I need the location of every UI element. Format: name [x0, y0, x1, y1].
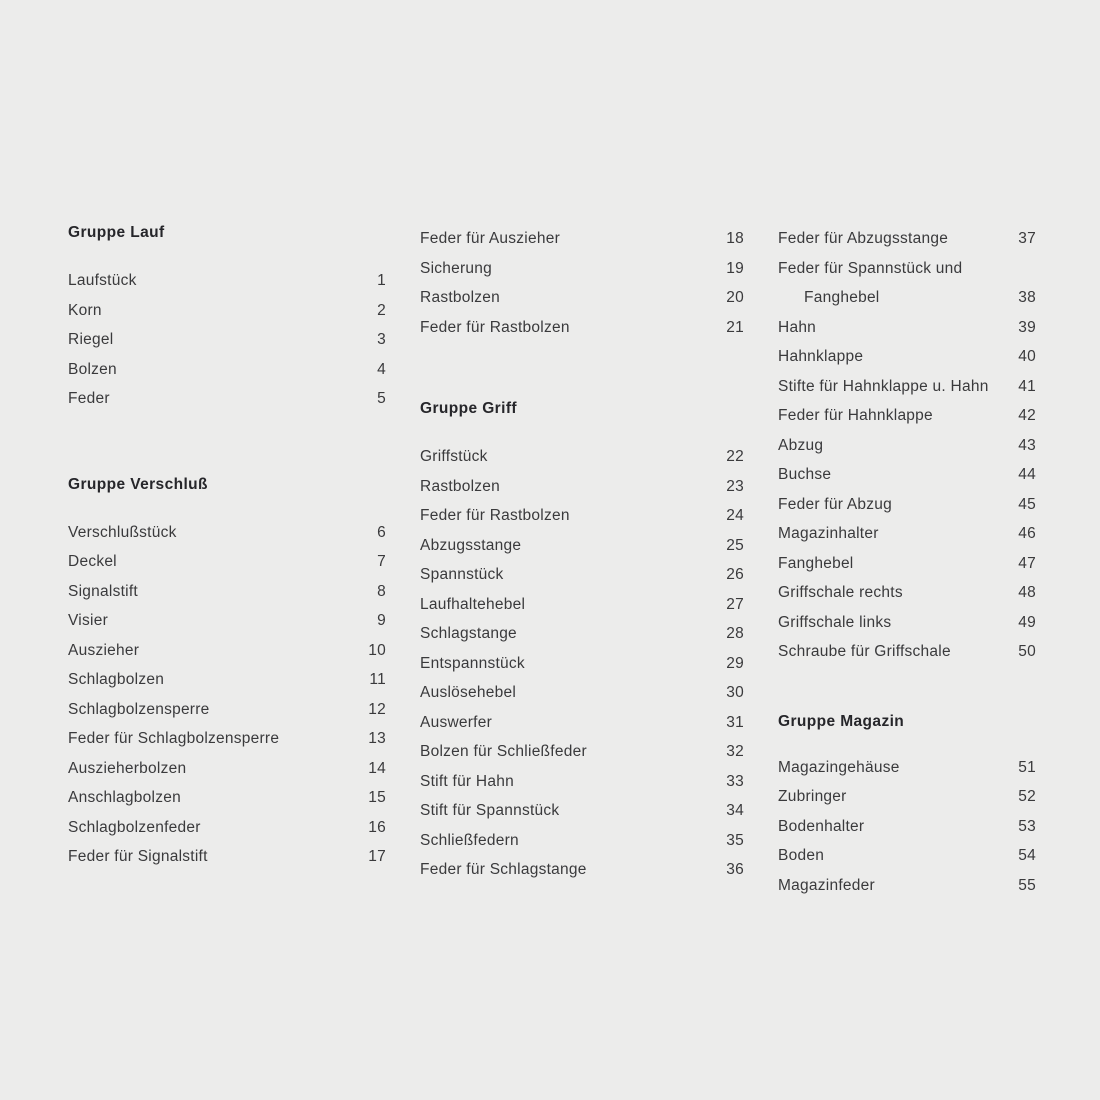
list-item: [420, 472, 744, 502]
list-item: [68, 266, 386, 296]
part-name: Auszieherbolzen: [68, 759, 187, 777]
part-number: 29: [726, 654, 744, 672]
part-name: Buchse: [778, 466, 832, 483]
list-item: [68, 754, 386, 784]
list-item: [68, 547, 386, 577]
part-name: Feder für Abzugsstange: [778, 230, 949, 247]
list-item: [68, 325, 386, 355]
part-number: 5: [377, 390, 386, 407]
part-number: 49: [1018, 613, 1036, 631]
list-item: [778, 871, 1036, 901]
part-name: Feder für Abzug: [778, 495, 893, 513]
part-name: Entspannstück: [420, 654, 525, 672]
part-number: 6: [377, 523, 386, 541]
list-item: [68, 724, 386, 754]
group-items: [68, 266, 386, 414]
part-number: 40: [1018, 348, 1036, 365]
part-name: Stift für Hahn: [420, 772, 514, 790]
part-number: 19: [726, 259, 744, 277]
part-number: 7: [377, 553, 386, 570]
part-name: Magazingehäuse: [778, 758, 900, 776]
list-item: [68, 355, 386, 385]
part-name: Rastbolzen: [420, 477, 501, 495]
list-item: [68, 842, 386, 872]
part-number: 30: [726, 684, 744, 701]
list-item: [420, 531, 744, 561]
list-item: [778, 753, 1036, 783]
part-number: 4: [377, 360, 386, 378]
part-name: Feder für Schlagstange: [420, 861, 587, 878]
part-name: Feder: [68, 390, 110, 407]
part-name: Laufhaltehebel: [420, 595, 526, 613]
part-number: 9: [377, 612, 386, 629]
list-item: [420, 254, 744, 284]
part-name: Riegel: [68, 331, 114, 348]
part-name: Auszieher: [68, 641, 140, 659]
part-name: Feder für Rastbolzen: [420, 507, 570, 524]
parts-list-column-1: [68, 224, 420, 900]
list-item: [778, 578, 1036, 608]
part-number: 10: [368, 641, 386, 659]
part-number: 45: [1018, 495, 1036, 513]
part-name: Fanghebel: [778, 554, 854, 572]
list-item: [68, 783, 386, 813]
list-item: [778, 490, 1036, 520]
part-name: Hahnklappe: [778, 348, 864, 365]
part-number: 31: [726, 713, 744, 731]
part-number: 52: [1018, 788, 1036, 805]
part-name: Laufstück: [68, 272, 137, 289]
parts-group: [420, 400, 744, 885]
part-number: 32: [726, 743, 744, 760]
group-title: Gruppe Griff: [420, 400, 517, 417]
list-item: [68, 813, 386, 843]
list-item: [420, 442, 744, 472]
list-item: [778, 254, 1036, 313]
list-item: [778, 841, 1036, 871]
part-name: Feder für Auszieher: [420, 230, 561, 247]
list-item: [420, 619, 744, 649]
part-name: Schraube für Griffschale: [778, 643, 951, 660]
part-number: 12: [368, 700, 386, 718]
part-name: Griffschale links: [778, 613, 892, 631]
list-item: [68, 518, 386, 548]
list-item: [68, 636, 386, 666]
part-name: Griffschale rechts: [778, 584, 903, 601]
part-name: Schlagbolzenfeder: [68, 818, 201, 836]
part-number: 46: [1018, 525, 1036, 542]
part-name: Schlagstange: [420, 625, 517, 642]
list-item: [420, 501, 744, 531]
part-number: 43: [1018, 436, 1036, 454]
parts-list-columns: [68, 224, 1036, 900]
part-number: 51: [1018, 758, 1036, 776]
part-name: Stifte für Hahnklappe u. Hahn: [778, 377, 989, 395]
part-number: 21: [726, 318, 744, 336]
part-number: 35: [726, 831, 744, 849]
part-number: 25: [726, 536, 744, 554]
list-item: [420, 796, 744, 826]
part-number: 22: [726, 448, 744, 465]
list-item: [778, 224, 1036, 254]
list-item: [778, 460, 1036, 490]
parts-group: [778, 224, 1036, 667]
part-name: Hahn: [778, 318, 817, 336]
list-item: [420, 708, 744, 738]
list-item: [420, 224, 744, 254]
part-name: Spannstück: [420, 566, 504, 583]
list-item: [420, 826, 744, 856]
part-name: Bolzen: [68, 360, 117, 378]
part-number: 24: [726, 507, 744, 524]
part-name: Auswerfer: [420, 713, 493, 731]
part-number: 34: [726, 802, 744, 819]
part-number: 36: [726, 861, 744, 878]
list-item: [778, 549, 1036, 579]
group-title: Gruppe Magazin: [778, 712, 905, 730]
group-items: [68, 518, 386, 872]
part-name: Signalstift: [68, 582, 138, 600]
part-name: Anschlagbolzen: [68, 789, 181, 806]
part-number: 18: [726, 230, 744, 247]
list-item: [420, 855, 744, 885]
list-item: [778, 637, 1036, 667]
list-item: [778, 608, 1036, 638]
list-item: [68, 606, 386, 636]
list-item: [68, 577, 386, 607]
part-number: 28: [726, 625, 744, 642]
part-number: 3: [377, 331, 386, 348]
parts-group: [68, 224, 386, 414]
part-name: Magazinfeder: [778, 876, 875, 894]
list-item: [68, 384, 386, 414]
part-number: 8: [377, 582, 386, 600]
part-number: 48: [1018, 584, 1036, 601]
group-items: [778, 753, 1036, 901]
list-item: [778, 342, 1036, 372]
part-name: Visier: [68, 612, 108, 629]
list-item: [420, 737, 744, 767]
group-items: [420, 224, 744, 342]
list-item: [778, 519, 1036, 549]
part-name: Feder für Rastbolzen: [420, 318, 570, 336]
part-number: 23: [726, 477, 744, 495]
part-number: 1: [377, 272, 386, 289]
part-number: 47: [1018, 554, 1036, 572]
part-name: Abzug: [778, 436, 824, 454]
group-title: Gruppe Lauf: [68, 224, 165, 241]
part-number: 50: [1018, 643, 1036, 660]
part-number: 54: [1018, 847, 1036, 864]
part-number: 39: [1018, 318, 1036, 336]
parts-group: [420, 224, 744, 342]
group-title: Gruppe Verschluß: [68, 475, 208, 493]
list-item: [420, 283, 744, 313]
part-number: 44: [1018, 466, 1036, 483]
list-item: [778, 372, 1036, 402]
part-number: 38: [1018, 289, 1036, 306]
part-number: 41: [1018, 377, 1036, 395]
part-name: Feder für Hahnklappe: [778, 407, 933, 424]
part-name: Schlagbolzensperre: [68, 700, 210, 718]
part-name: Feder für Schlagbolzensperre: [68, 730, 280, 747]
part-number: 33: [726, 772, 744, 790]
list-item: [420, 560, 744, 590]
part-name: Schließfedern: [420, 831, 519, 849]
part-number: 16: [368, 818, 386, 836]
parts-group: [68, 476, 386, 872]
list-item: [420, 649, 744, 679]
part-name: Deckel: [68, 553, 117, 570]
list-item: [778, 431, 1036, 461]
part-name: Griffstück: [420, 448, 488, 465]
part-name: Stift für Spannstück: [420, 802, 560, 819]
part-number: 37: [1018, 230, 1036, 247]
part-name: Boden: [778, 847, 825, 864]
list-item: [68, 296, 386, 326]
part-number: 42: [1018, 407, 1036, 424]
list-item: [68, 695, 386, 725]
part-name: Bolzen für Schließfeder: [420, 743, 587, 760]
part-name: Schlagbolzen: [68, 671, 165, 688]
part-name-line-2: Fanghebel: [804, 289, 880, 306]
part-name: Bodenhalter: [778, 817, 865, 835]
part-number: 15: [368, 789, 386, 806]
part-number: 13: [368, 730, 386, 747]
list-item: [420, 678, 744, 708]
list-item: [420, 313, 744, 343]
part-number: 55: [1018, 876, 1036, 894]
part-name: Auslösehebel: [420, 684, 517, 701]
list-item: [68, 665, 386, 695]
part-name: Korn: [68, 301, 102, 319]
part-number: 27: [726, 595, 744, 613]
part-name: Verschlußstück: [68, 523, 177, 541]
parts-group: [778, 713, 1036, 901]
part-number: 11: [369, 671, 386, 688]
part-number: 53: [1018, 817, 1036, 835]
part-number: 17: [368, 848, 386, 865]
part-name: Zubringer: [778, 788, 847, 805]
list-item: [420, 767, 744, 797]
part-name: [778, 254, 1014, 313]
part-name-line-1: Feder für Spannstück und: [778, 259, 963, 277]
part-number: 2: [377, 301, 386, 319]
part-name: Magazinhalter: [778, 525, 879, 542]
part-name: Feder für Signalstift: [68, 848, 208, 865]
list-item: [420, 590, 744, 620]
group-items: [420, 442, 744, 885]
group-items: [778, 224, 1036, 667]
parts-list-column-2: [420, 224, 778, 900]
part-number: 26: [726, 566, 744, 583]
part-name: Abzugsstange: [420, 536, 522, 554]
part-name: Sicherung: [420, 259, 493, 277]
parts-list-column-3: [778, 224, 1036, 900]
list-item: [778, 313, 1036, 343]
part-name: Rastbolzen: [420, 289, 501, 306]
list-item: [778, 812, 1036, 842]
list-item: [778, 782, 1036, 812]
part-number: 14: [368, 759, 386, 777]
part-number: 20: [726, 289, 744, 306]
list-item: [778, 401, 1036, 431]
